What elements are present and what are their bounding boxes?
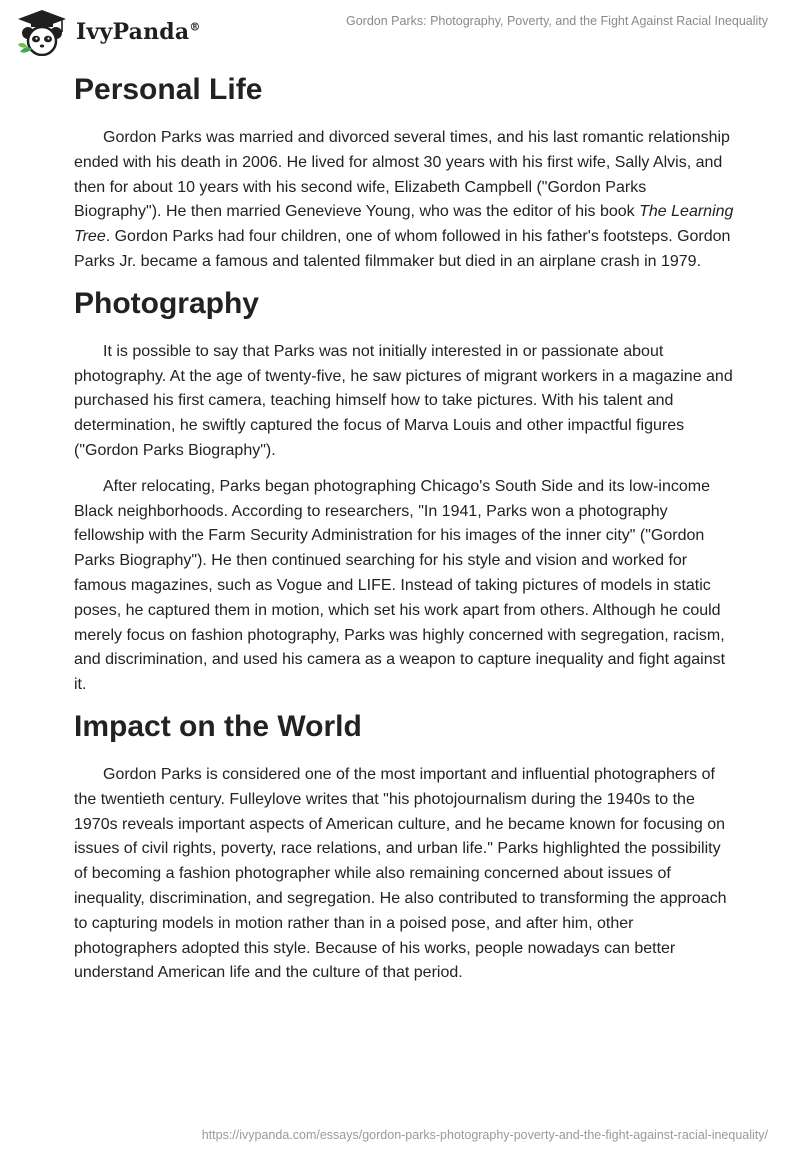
section-personal-life xyxy=(74,72,734,275)
book-title: The Learning Tree xyxy=(74,203,734,246)
section-heading: Photography xyxy=(74,286,259,320)
paragraph: It is possible to say that Parks was not initially interested in or passionate about photography. At the age of twenty-five, he saw pictures of migrant workers in a magazine and purchased his first camera, teaching himself how to take pictures. With his talent and determination, he swiftly captured the focus of Marva Louis and other impactful figures ("Gordon Parks Biography"). xyxy=(74,342,733,459)
site-logo[interactable] xyxy=(14,8,201,56)
essay-body xyxy=(74,72,734,997)
brand-name: IvyPanda® xyxy=(76,19,201,45)
section-impact-on-the-world xyxy=(74,709,734,986)
section-heading: Personal Life xyxy=(74,73,263,106)
essay-title: Gordon Parks: Photography, Poverty, and the Fight Against Racial Inequality xyxy=(346,14,768,28)
paragraph: After relocating, Parks began photographing Chicago's South Side and its low-income Black neighborhoods. According to researchers, "In 1941, Parks won a photography fellowship with the Farm Security Administration for his images of the inner city" ("Gordon Parks Biography"). He then continued searching for his style and vision and worked for famous magazines, such as Vogue and LIFE. Instead of taking pictures of models in static poses, he captured them in motion, which set his work apart from others. Although he could merely focus on fashion photography, Parks was highly concerned with segregation, racism, and discrimination, and used his camera as a weapon to capture inequality and fight against it. xyxy=(74,477,726,694)
paragraph: Gordon Parks was married and divorced several times, and his last romantic relationship ended with his death in 2006. He lived for almost 30 years with his first wife, Sally Alvis, and then for about 10 years with his second wife, Elizabeth Campbell ("Gordon Parks Biography"). He then married Genevieve Young, who was the editor of his book The Learning Tree. Gordon Parks had four children, one of whom followed in his father's footsteps. Gordon Parks Jr. became a famous and talented filmmaker but died in an airplane crash in 1979. xyxy=(74,129,734,270)
section-heading: Impact on the World xyxy=(74,709,362,743)
paragraph: Gordon Parks is considered one of the most important and influential photographers of the twentieth century. Fulleylove writes that "his photojournalism during the 1940s to the 1970s reveals important aspects of American culture, and he became known for focusing on issues of civil rights, poverty, race relations, and urban life." Parks highlighted the possibility of becoming a fashion photographer while also remaining concerned about issues of inequality, discrimination, and segregation. He also contributed to transforming the approach to capturing models in motion rather than in a poised pose, and after him, other photographers adopted this style. Because of his works, people nowadays can better understand American life and the culture of that period. xyxy=(74,765,727,982)
source-url-link[interactable]: https://ivypanda.com/essays/gordon-parks-photography-poverty-and-the-fight-against-racial-inequality/ xyxy=(201,1128,768,1142)
panda-graduate-icon xyxy=(14,8,70,56)
section-photography xyxy=(74,286,734,698)
